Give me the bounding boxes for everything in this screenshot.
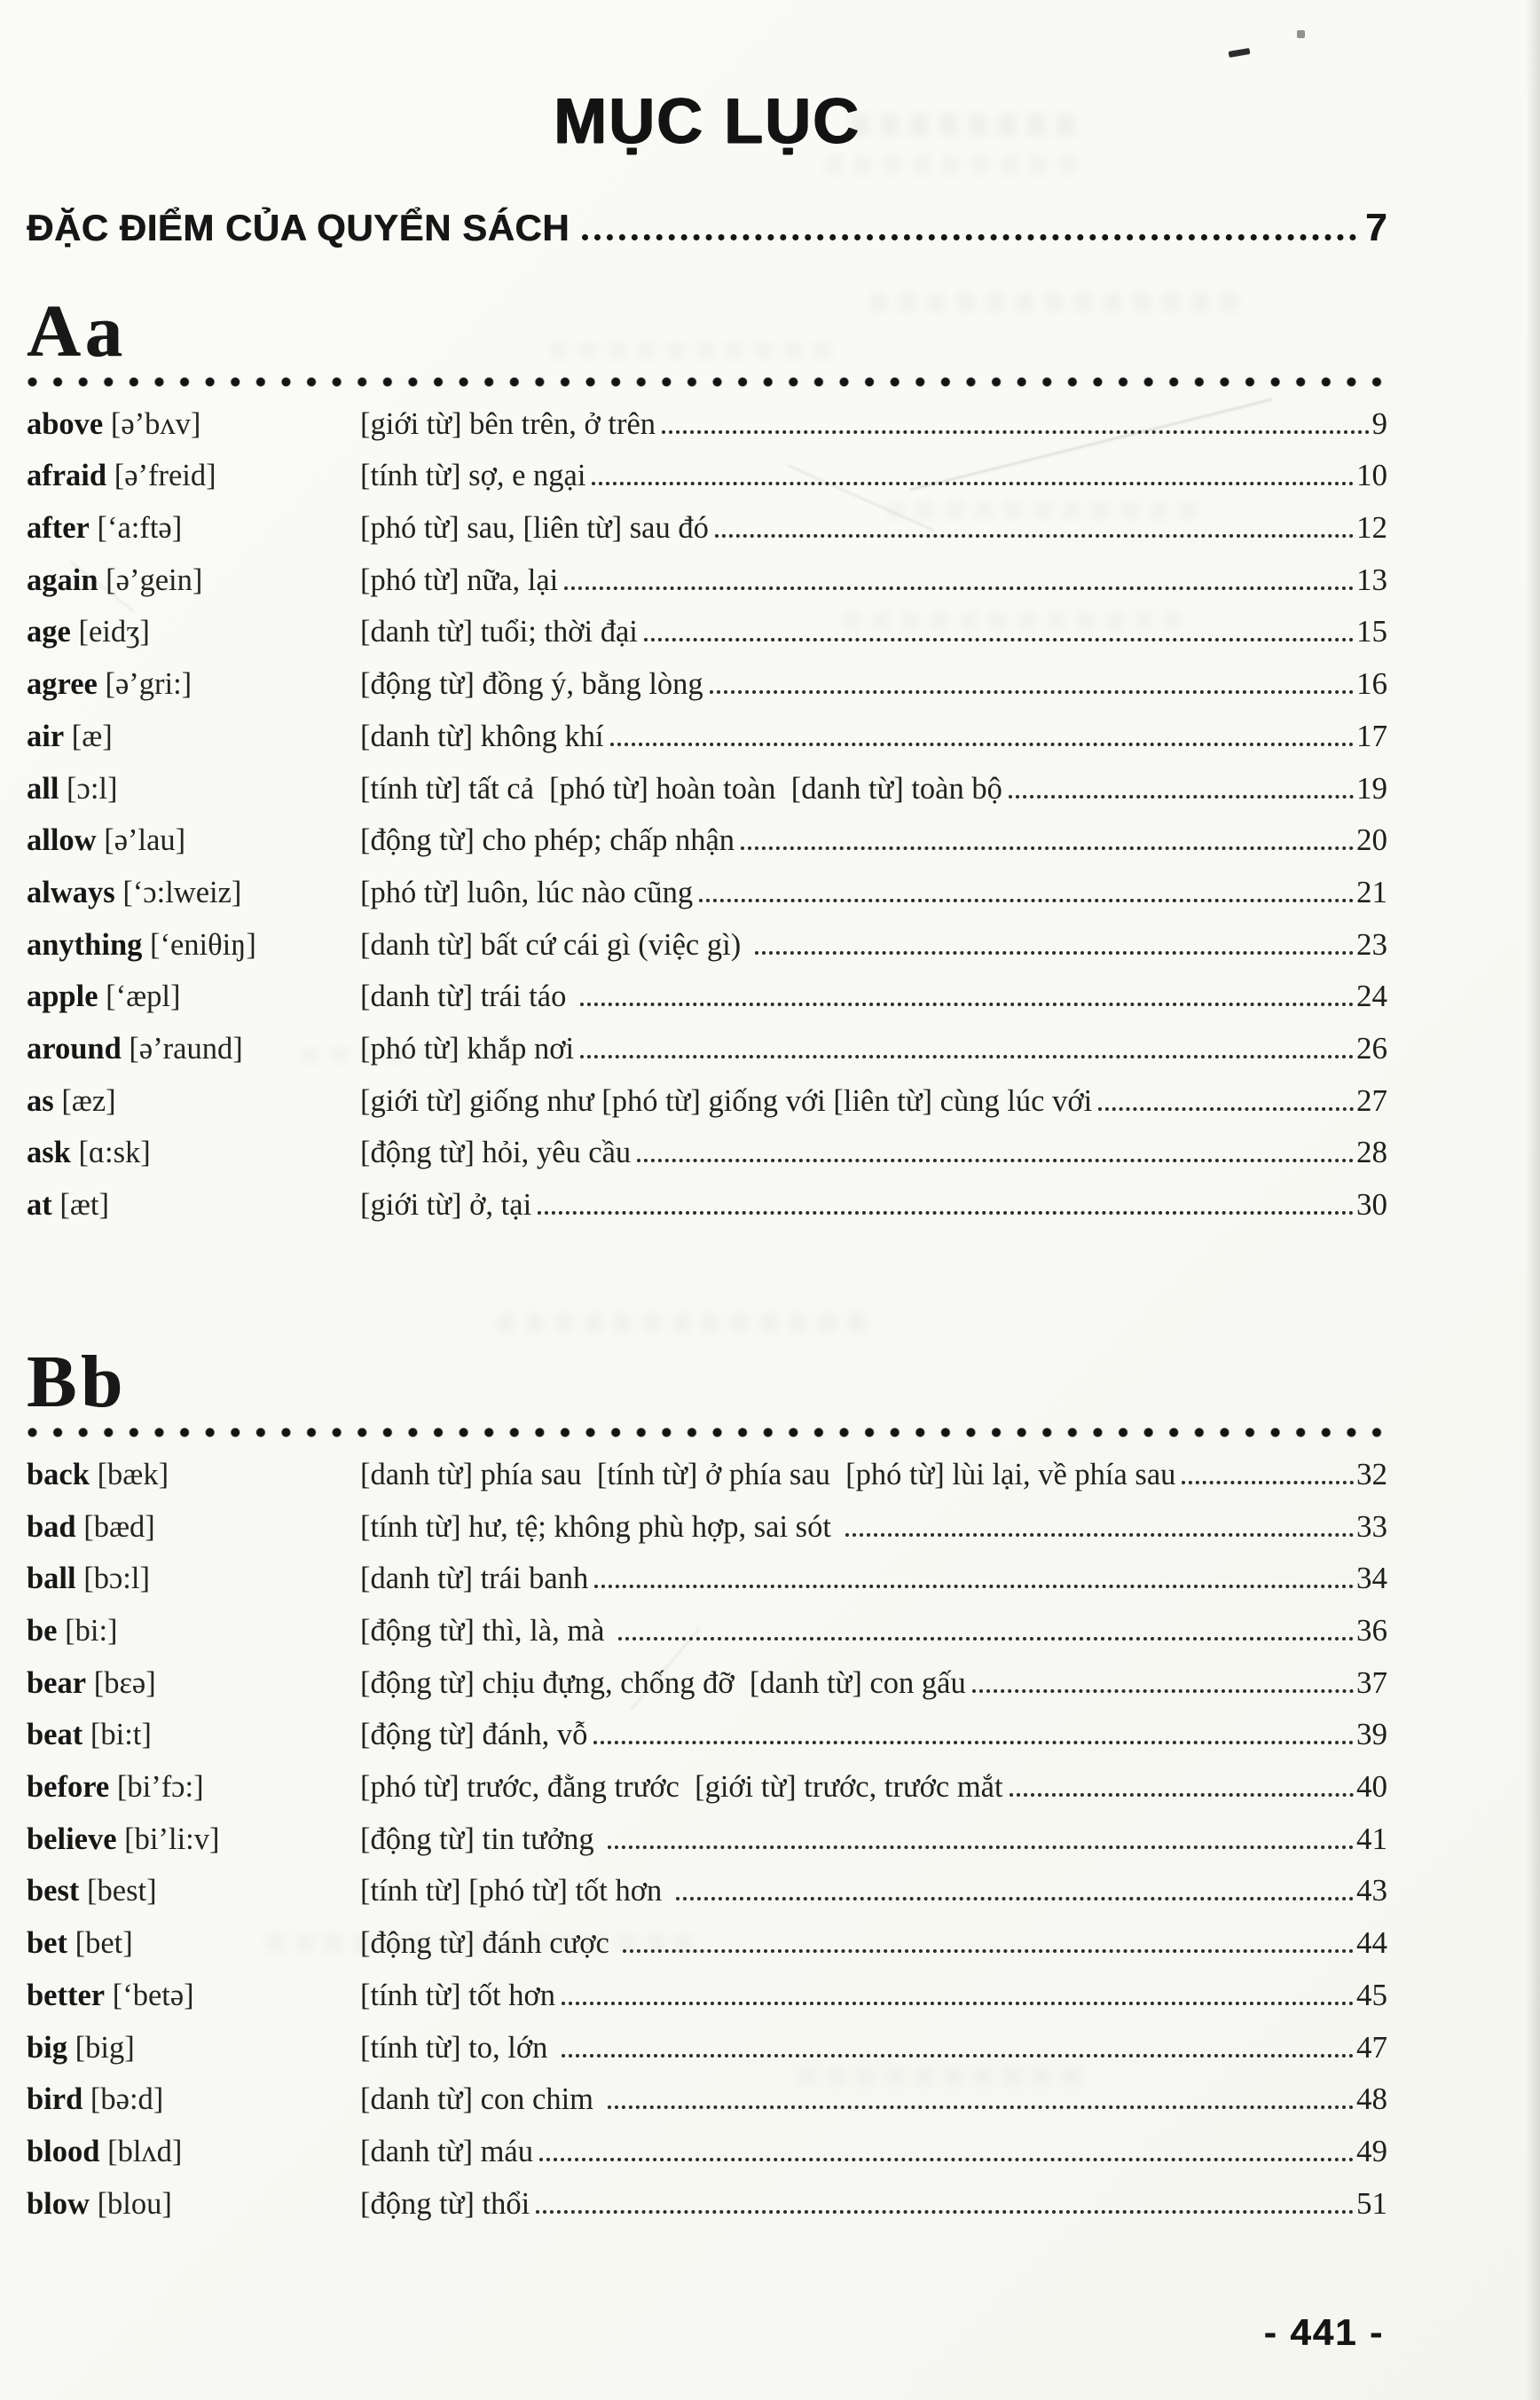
entry-row <box>27 763 1387 815</box>
entry-page-number: 21 <box>1356 874 1387 909</box>
entry-definition: [danh từ] con chim <box>360 2082 601 2117</box>
dot-leader <box>972 1689 1354 1693</box>
entry-row <box>27 971 1387 1023</box>
entry-word: afraid <box>27 459 107 493</box>
entry-definition: [phó từ] nữa, lại <box>360 563 559 597</box>
entry-pronunciation: [ə’raund] <box>129 1032 243 1066</box>
bleed-through-artifact <box>798 2067 1091 2085</box>
entry-page-number: 15 <box>1356 614 1387 649</box>
entry-word: agree <box>27 667 98 702</box>
entry-word: big <box>27 2030 68 2065</box>
intro-row <box>27 206 1387 250</box>
entry-page-number: 44 <box>1356 1925 1387 1961</box>
entry-definition: [tính từ] sợ, e ngại <box>360 459 586 493</box>
dot-leader <box>623 1949 1354 1953</box>
entry-definition: [tính từ] tất cả [phó từ] hoàn toàn [danh từ] toàn bộ <box>360 771 1002 806</box>
intro-page-number: 7 <box>1365 205 1387 249</box>
entry-page-number: 9 <box>1371 405 1387 441</box>
entry-page-number: 28 <box>1356 1135 1387 1170</box>
entry-row <box>27 1657 1387 1710</box>
dot-leader <box>539 2158 1354 2161</box>
entry-definition: [động từ] thổi <box>360 2186 530 2221</box>
entry-word-cell <box>27 1075 360 1128</box>
entry-word-cell <box>27 502 360 555</box>
entry-definition: [danh từ] không khí <box>360 719 604 753</box>
entry-pronunciation: [ə’bʌv] <box>110 406 201 441</box>
dot-leader <box>1098 1107 1354 1111</box>
entry-word-cell <box>27 814 360 867</box>
entry-definition: [tính từ] tốt hơn <box>360 1978 555 2012</box>
entry-row <box>27 2178 1387 2231</box>
entry-pronunciation: [bə:d] <box>90 2082 164 2117</box>
entry-word: around <box>27 1032 122 1066</box>
entry-page-number: 32 <box>1356 1456 1387 1491</box>
entry-pronunciation: [blou] <box>97 2186 172 2221</box>
entry-row <box>27 1179 1387 1231</box>
entry-pronunciation: [blʌd] <box>107 2134 183 2168</box>
entry-definition: [tính từ] to, lớn <box>360 2030 555 2065</box>
entry-word-cell <box>27 1865 360 1917</box>
entry-page-number: 51 <box>1356 2185 1387 2221</box>
entry-row <box>27 658 1387 711</box>
entry-word: apple <box>27 980 98 1014</box>
entry-definition: [động từ] tin tưởng <box>360 1822 602 1856</box>
entry-page-number: 17 <box>1356 718 1387 753</box>
bleed-through-artifact <box>825 155 1091 175</box>
entry-word: before <box>27 1770 110 1805</box>
entry-definition: [giới từ] giống như [phó từ] giống với [liên từ] cùng lúc với <box>360 1083 1093 1118</box>
entry-page-number: 13 <box>1356 562 1387 597</box>
dot-leader <box>593 1741 1354 1744</box>
entry-word: always <box>27 875 115 909</box>
entry-definition: [tính từ] [phó từ] tốt hơn <box>360 1874 670 1908</box>
entry-word-cell <box>27 919 360 972</box>
entry-page-number: 16 <box>1356 666 1387 702</box>
entry-word: blood <box>27 2134 100 2168</box>
dot-leader <box>536 2210 1354 2214</box>
entry-word: at <box>27 1188 52 1223</box>
entry-word-cell <box>27 1553 360 1605</box>
entry-word: as <box>27 1083 54 1118</box>
entry-definition: [phó từ] trước, đằng trước [giới từ] trước, trước mắt <box>360 1770 1003 1805</box>
entry-pronunciation: [bi:t] <box>90 1718 152 1752</box>
entry-page-number: 33 <box>1356 1508 1387 1544</box>
entry-row <box>27 1865 1387 1917</box>
bleed-through-artifact <box>852 114 1082 137</box>
dot-leader <box>741 846 1354 850</box>
dot-leader <box>755 951 1354 955</box>
entry-pronunciation: [ə’gri:] <box>105 667 192 702</box>
dot-leader <box>699 899 1354 902</box>
bleed-through-artifact <box>887 501 1206 519</box>
entry-page-number: 41 <box>1356 1821 1387 1856</box>
entry-word-cell <box>27 606 360 658</box>
section-entries <box>27 1449 1387 2231</box>
entry-word-cell <box>27 763 360 815</box>
entry-definition: [phó từ] luôn, lúc nào cũng <box>360 875 694 909</box>
entry-word: beat <box>27 1718 83 1752</box>
entry-word: allow <box>27 823 97 858</box>
entry-definition: [danh từ] máu <box>360 2134 533 2168</box>
dot-leader <box>580 1055 1354 1058</box>
entry-word: bird <box>27 2082 83 2117</box>
entry-word-cell <box>27 2073 360 2126</box>
entry-definition: [danh từ] trái banh <box>360 1562 589 1596</box>
entry-page-number: 48 <box>1356 2081 1387 2117</box>
bleed-through-artifact <box>869 293 1242 312</box>
bleed-through-artifact <box>302 1047 532 1063</box>
entry-word: bad <box>27 1509 76 1544</box>
entry-pronunciation: [æ] <box>71 719 113 753</box>
entry-page-number: 47 <box>1356 2029 1387 2065</box>
entry-row <box>27 1709 1387 1761</box>
dot-leader <box>676 1897 1354 1900</box>
entry-definition: [động từ] chịu đựng, chống đỡ [danh từ] con gấu <box>360 1665 966 1700</box>
dot-leader <box>715 534 1354 538</box>
entry-word-cell <box>27 711 360 763</box>
entry-definition: [tính từ] hư, tệ; không phù hợp, sai sót <box>360 1509 839 1544</box>
entry-pronunciation: [‘æpl] <box>106 980 181 1014</box>
entry-word-cell <box>27 2022 360 2074</box>
entry-word: bet <box>27 1926 67 1961</box>
entry-page-number: 19 <box>1356 770 1387 806</box>
entry-pronunciation: [bi’li:v] <box>124 1822 220 1856</box>
entry-page-number: 37 <box>1356 1664 1387 1700</box>
entry-pronunciation: [‘a:ftə] <box>97 511 183 545</box>
entry-word: all <box>27 771 59 806</box>
section-dotted-rule <box>27 376 1387 388</box>
entry-pronunciation: [‘eniθiŋ] <box>150 927 256 962</box>
entry-page-number: 30 <box>1356 1187 1387 1223</box>
entry-definition: [động từ] đánh cược <box>360 1926 617 1961</box>
page-title: MỤC LỤC <box>554 86 860 157</box>
entry-word-cell <box>27 1501 360 1554</box>
entry-pronunciation: [æz] <box>61 1083 116 1118</box>
entry-word: above <box>27 406 104 441</box>
entry-definition: [giới từ] ở, tại <box>360 1188 532 1223</box>
entry-page-number: 10 <box>1356 458 1387 493</box>
entry-word-cell <box>27 1449 360 1501</box>
dot-leader <box>644 638 1354 641</box>
entry-page-number: 12 <box>1356 510 1387 545</box>
entry-word: ball <box>27 1562 76 1596</box>
entry-row <box>27 2022 1387 2074</box>
entry-definition: [động từ] đánh, vỗ <box>360 1718 588 1752</box>
entry-definition: [danh từ] bất cứ cái gì (việc gì) <box>360 927 749 962</box>
speck-artifact <box>1297 30 1305 38</box>
entry-row <box>27 1075 1387 1128</box>
entry-page-number: 26 <box>1356 1031 1387 1066</box>
dot-leader <box>608 2105 1354 2109</box>
entry-row <box>27 606 1387 658</box>
entry-pronunciation: [ə’gein] <box>106 563 203 597</box>
dot-leader <box>1009 795 1354 799</box>
entry-page-number: 49 <box>1356 2133 1387 2168</box>
entry-row <box>27 1501 1387 1554</box>
entry-pronunciation: [bæk] <box>97 1457 169 1491</box>
entry-row <box>27 2073 1387 2126</box>
entry-word: bear <box>27 1665 87 1700</box>
dot-leader <box>710 690 1354 694</box>
entry-page-number: 45 <box>1356 1977 1387 2012</box>
section-dotted-rule <box>27 1427 1387 1438</box>
entry-pronunciation: [ə’freid] <box>114 459 216 493</box>
entry-row <box>27 1449 1387 1501</box>
entry-word-cell <box>27 2178 360 2231</box>
entry-word: age <box>27 615 71 649</box>
entry-row <box>27 867 1387 919</box>
entry-word-cell <box>27 398 360 451</box>
entry-definition: [động từ] cho phép; chấp nhận <box>360 823 735 858</box>
bleed-through-artifact <box>266 1934 692 1952</box>
entry-row <box>27 555 1387 607</box>
entry-pronunciation: [‘betə] <box>112 1978 194 2012</box>
entry-word: after <box>27 511 90 545</box>
entry-definition: [danh từ] tuổi; thời đại <box>360 615 638 649</box>
entry-page-number: 40 <box>1356 1769 1387 1805</box>
entry-row <box>27 2126 1387 2178</box>
sections <box>27 289 1387 2231</box>
bleed-through-artifact <box>843 612 1180 630</box>
section-header: Aa <box>27 289 127 373</box>
bleed-through-artifact <box>497 1313 878 1333</box>
dot-leader <box>580 1003 1354 1006</box>
entry-pronunciation: [big] <box>75 2030 135 2065</box>
entry-definition: [động từ] đồng ý, bằng lòng <box>360 667 703 702</box>
intro-dot-leader <box>582 234 1356 240</box>
entry-pronunciation: [eidʒ] <box>78 615 150 649</box>
entry-row <box>27 1605 1387 1657</box>
entry-row <box>27 398 1387 451</box>
entry-pronunciation: [‘ɔ:lweiz] <box>122 875 242 909</box>
entry-page-number: 24 <box>1356 979 1387 1014</box>
dot-leader <box>637 1159 1354 1162</box>
entry-definition: [giới từ] bên trên, ở trên <box>360 406 656 441</box>
entry-page-number: 39 <box>1356 1717 1387 1752</box>
entry-word: best <box>27 1874 80 1908</box>
entry-page-number: 34 <box>1356 1561 1387 1596</box>
entry-word: believe <box>27 1822 117 1856</box>
dot-leader <box>1010 1793 1354 1797</box>
entry-definition: [phó từ] khắp nơi <box>360 1032 575 1066</box>
entry-word-cell <box>27 1761 360 1814</box>
entry-page-number: 27 <box>1356 1082 1387 1118</box>
dot-leader <box>592 482 1354 485</box>
entry-word-cell <box>27 1709 360 1761</box>
entry-word-cell <box>27 450 360 502</box>
entry-word: air <box>27 719 65 753</box>
entry-definition: [động từ] thì, là, mà <box>360 1613 613 1648</box>
scan-edge-shadow <box>1526 0 1540 2400</box>
entry-word-cell <box>27 1179 360 1231</box>
entry-definition: [động từ] hỏi, yêu cầu <box>360 1136 632 1170</box>
entry-row <box>27 1970 1387 2022</box>
entry-pronunciation: [bi:] <box>65 1613 118 1648</box>
dot-leader <box>538 1211 1354 1215</box>
bleed-through-artifact <box>550 342 843 359</box>
entry-word-cell <box>27 555 360 607</box>
entry-word-cell <box>27 1814 360 1866</box>
entry-pronunciation: [bæd] <box>83 1509 155 1544</box>
entry-pronunciation: [bɔ:l] <box>83 1562 150 1596</box>
entry-page-number: 43 <box>1356 1873 1387 1908</box>
entry-pronunciation: [ɑ:sk] <box>78 1136 151 1170</box>
entry-word-cell <box>27 1605 360 1657</box>
entry-pronunciation: [bet] <box>75 1926 133 1961</box>
entry-word: blow <box>27 2186 90 2221</box>
entry-word: be <box>27 1613 58 1648</box>
entry-definition: [danh từ] phía sau [tính từ] ở phía sau [phó từ] lùi lại, về phía sau <box>360 1457 1176 1491</box>
entry-pronunciation: [æt] <box>59 1188 109 1223</box>
entry-page-number: 20 <box>1356 822 1387 858</box>
entry-word: better <box>27 1978 106 2012</box>
section-header: Bb <box>27 1340 127 1423</box>
dot-leader <box>618 1637 1354 1641</box>
entry-pronunciation: [bi’fɔ:] <box>116 1770 204 1805</box>
entry-row <box>27 1127 1387 1179</box>
entry-word-cell <box>27 1657 360 1710</box>
toc-content <box>27 0 1387 2230</box>
entry-word-cell <box>27 658 360 711</box>
entry-definition: [danh từ] trái táo <box>360 980 574 1014</box>
dot-leader <box>594 1585 1354 1588</box>
entry-word: ask <box>27 1136 71 1170</box>
entry-word-cell <box>27 1970 360 2022</box>
entry-word-cell <box>27 971 360 1023</box>
entry-word: anything <box>27 927 143 962</box>
dot-leader <box>610 743 1354 746</box>
entry-word-cell <box>27 1127 360 1179</box>
entry-pronunciation: [ɔ:l] <box>67 771 118 806</box>
entry-word-cell <box>27 2126 360 2178</box>
entry-word-cell <box>27 867 360 919</box>
entry-row <box>27 1553 1387 1605</box>
section-entries <box>27 398 1387 1231</box>
entry-word: again <box>27 563 98 597</box>
entry-row <box>27 1761 1387 1814</box>
dot-leader <box>662 430 1369 434</box>
entry-row <box>27 1917 1387 1970</box>
entry-pronunciation: [bɛə] <box>93 1665 156 1700</box>
entry-pronunciation: [ə’lau] <box>104 823 186 858</box>
dot-leader <box>845 1533 1354 1537</box>
entry-word: back <box>27 1457 90 1491</box>
entry-definition: [phó từ] sau, [liên từ] sau đó <box>360 511 709 545</box>
entry-row <box>27 450 1387 502</box>
entry-row <box>27 814 1387 867</box>
dot-leader <box>562 2054 1354 2058</box>
dot-leader <box>1182 1481 1354 1484</box>
entry-page-number: 23 <box>1356 926 1387 962</box>
entry-row <box>27 919 1387 972</box>
dot-leader <box>564 586 1354 590</box>
intro-label: ĐẶC ĐIỂM CỦA QUYỂN SÁCH <box>27 206 570 248</box>
entry-row <box>27 1023 1387 1075</box>
entry-row <box>27 711 1387 763</box>
dot-leader <box>608 1845 1354 1849</box>
dot-leader <box>562 2002 1354 2005</box>
entry-page-number: 36 <box>1356 1612 1387 1648</box>
entry-row <box>27 1814 1387 1866</box>
entry-pronunciation: [best] <box>87 1874 157 1908</box>
page-footer: - 441 - <box>1263 2311 1384 2353</box>
